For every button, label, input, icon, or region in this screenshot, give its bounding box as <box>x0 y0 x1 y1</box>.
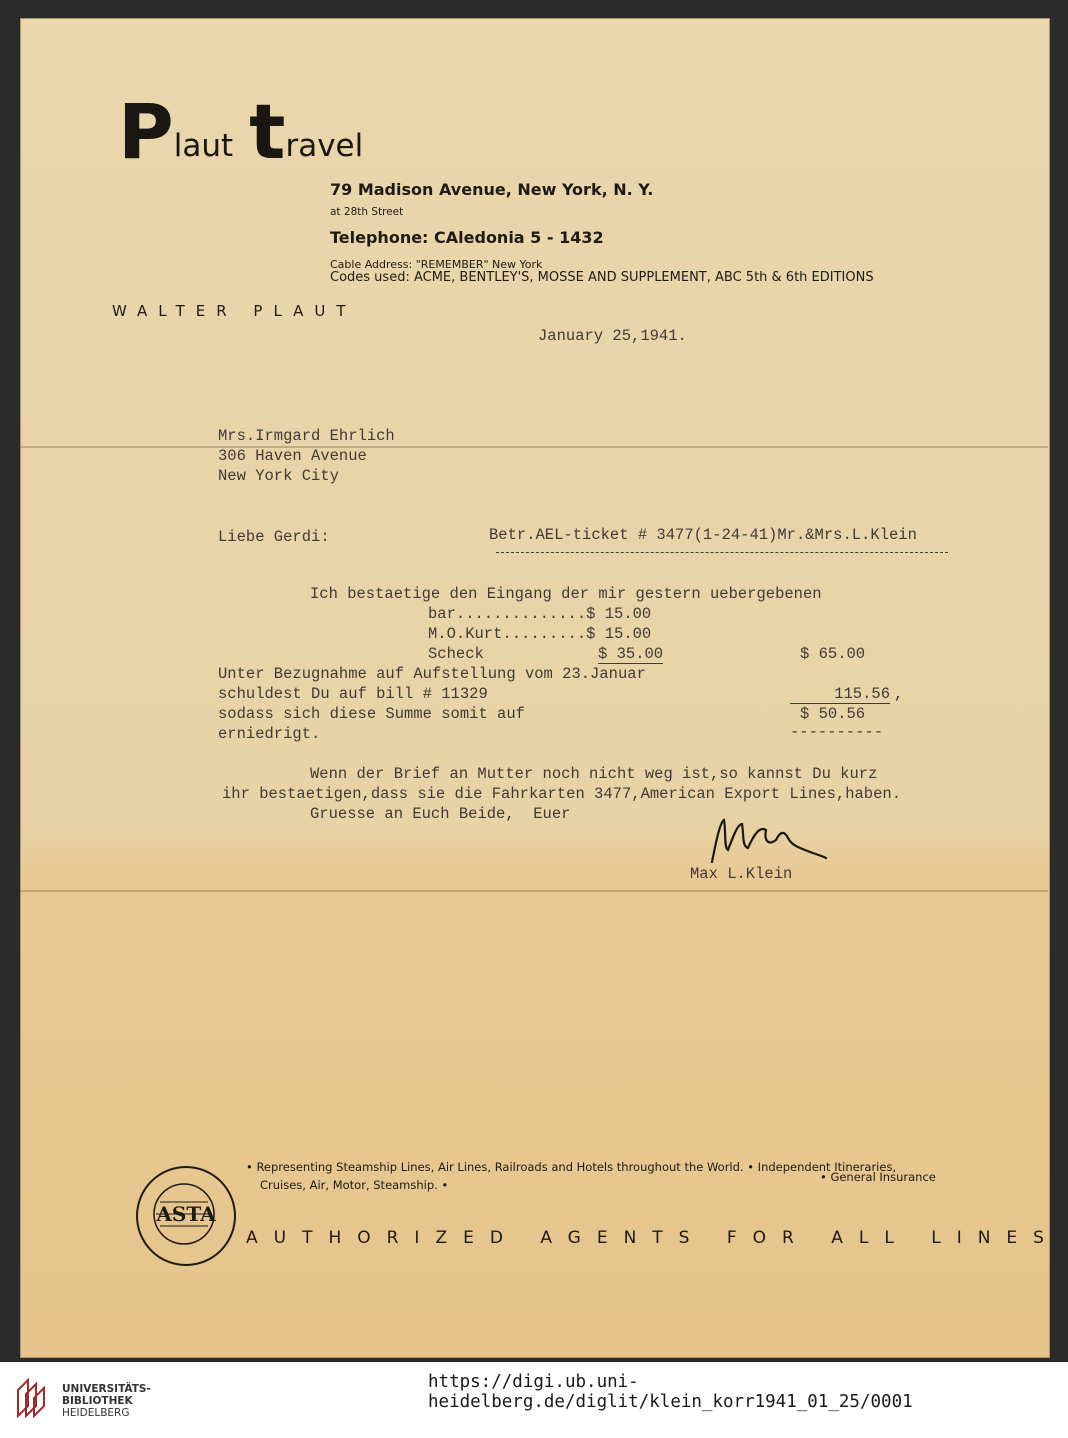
fold-line <box>20 446 1048 448</box>
salutation: Liebe Gerdi: <box>218 528 330 546</box>
letterhead-telephone: Telephone: CAledonia 5 - 1432 <box>330 228 604 247</box>
services-insurance: • General Insurance <box>820 1170 936 1184</box>
reference-line: Unter Bezugnahme auf Aufstellung vom 23.Januar <box>218 665 646 683</box>
document-url-link[interactable]: https://digi.ub.uni-heidelberg.de/diglit/klein_korr1941_01_25/0001 <box>428 1372 913 1412</box>
amount-dashes: ---------- <box>790 723 884 741</box>
proprietor-name: WALTER PLAUT <box>112 302 357 320</box>
seal-text: ASTA <box>156 1202 216 1226</box>
closing-line: Gruesse an Euch Beide, Euer <box>310 805 571 823</box>
letterhead-street: at 28th Street <box>330 206 404 218</box>
authorized-agents: AUTHORIZED AGENTS FOR ALL LINES <box>246 1228 1060 1248</box>
signer-name: Max L.Klein <box>690 865 793 883</box>
letter-date: January 25,1941. <box>538 327 687 345</box>
reduced-amount: $ 50.56 <box>800 705 866 723</box>
subject-rule <box>496 552 948 553</box>
bill-line: schuldest Du auf bill # 11329 <box>218 685 488 703</box>
letterhead-cable: Cable Address: "REMEMBER" New York <box>330 258 543 271</box>
paragraph-line-2: ihr bestaetigen,dass sie die Fahrkarten 3477,American Export Lines,haben. <box>222 785 902 803</box>
paragraph-line-1: Wenn der Brief an Mutter noch nicht weg ist,so kannst Du kurz <box>310 765 878 783</box>
letterhead-address: 79 Madison Avenue, New York, N. Y. <box>330 180 654 199</box>
sodass-line: sodass sich diese Summe somit auf <box>218 705 525 723</box>
library-logo-icon <box>14 1376 54 1425</box>
payment-bar: bar..............$ 15.00 <box>428 605 652 623</box>
recipient-city: New York City <box>218 467 339 485</box>
payment-scheck-label: Scheck <box>428 645 484 663</box>
services-line-1: • Representing Steamship Lines, Air Lines, Railroads and Hotels throughout the World. • Independent Itineraries, <box>246 1160 897 1174</box>
bill-amount: 115.56 <box>790 685 890 704</box>
recipient-name: Mrs.Irmgard Ehrlich <box>218 427 395 445</box>
library-name: UNIVERSITÄTS- BIBLIOTHEK HEIDELBERG <box>62 1383 151 1419</box>
subject-line: Betr.AEL-ticket # 3477(1-24-41)Mr.&Mrs.L.Klein <box>489 526 917 544</box>
reduced-line: erniedrigt. <box>218 725 321 743</box>
fold-line <box>20 890 1048 892</box>
payment-scheck-amount: $ 35.00 <box>598 645 664 663</box>
services-line-2: Cruises, Air, Motor, Steamship. • <box>260 1178 449 1192</box>
total-received: $ 65.00 <box>800 645 866 663</box>
bill-comma: , <box>894 685 904 703</box>
receipt-intro: Ich bestaetige den Eingang der mir gestern uebergebenen <box>310 585 822 603</box>
payment-mo-kurt: M.O.Kurt.........$ 15.00 <box>428 625 652 643</box>
handwritten-signature <box>706 812 836 873</box>
plaut-travel-logo: P laut t ravel <box>118 87 364 176</box>
letterhead-codes: Codes used: ACME, BENTLEY'S, MOSSE AND SUPPLEMENT, ABC 5th & 6th EDITIONS <box>330 270 874 285</box>
recipient-street: 306 Haven Avenue <box>218 447 367 465</box>
asta-seal <box>136 1166 236 1266</box>
